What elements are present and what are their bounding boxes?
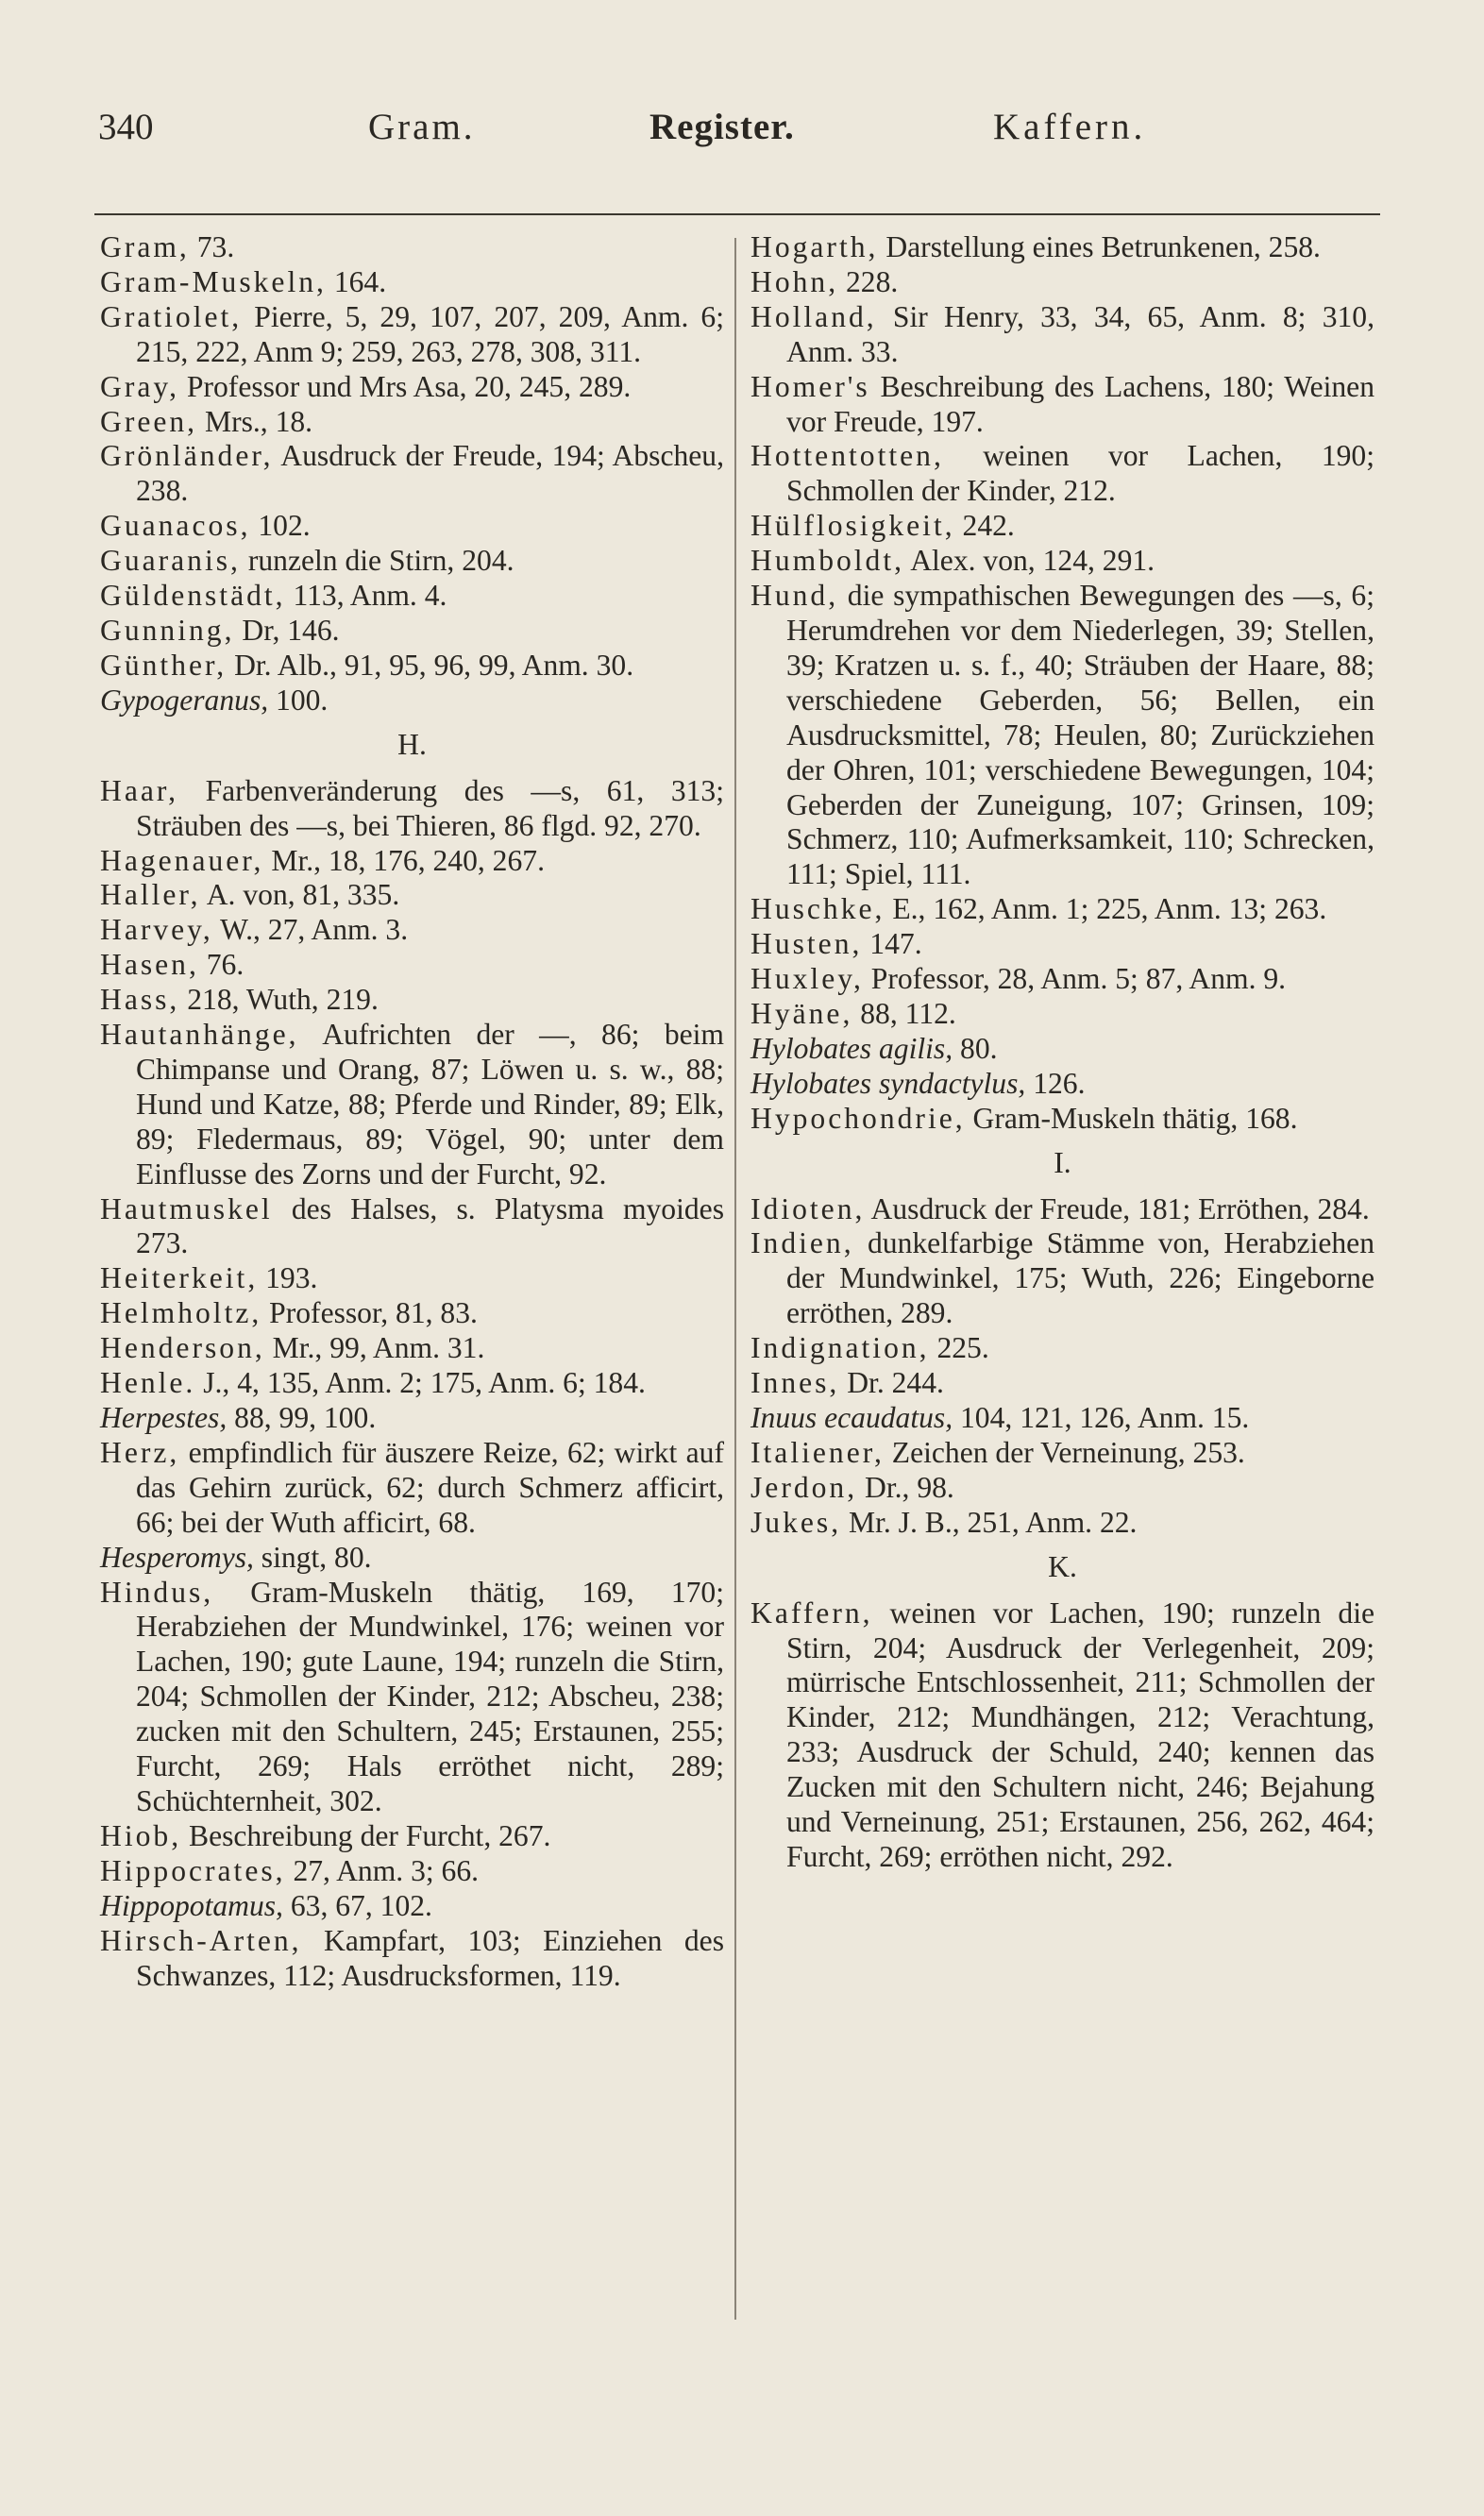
index-entry: [750, 1331, 1374, 1366]
index-column-left: [100, 230, 724, 1993]
header-left-word: Gram.: [368, 107, 476, 147]
entry-references: Gram-Muskeln thätig, 169, 170; Herabziehen der Mundwinkel, 176; weinen vor Lachen, 190; gute Laune, 194; runzeln die Stirn, 204; Schmollen der Kinder, 212; Abscheu, 238; zucken mit den Schultern, 245; Erstaunen, 255; Furcht, 269; Hals erröthet nicht, 289; Schüchternheit, 302.: [136, 1575, 724, 1817]
index-entry: [100, 1541, 724, 1576]
entry-references: E., 162, Anm. 1; 225, Anm. 13; 263.: [885, 892, 1327, 926]
entry-references: 73.: [189, 230, 235, 263]
running-header: [0, 106, 1484, 162]
entry-references: A. von, 81, 335.: [200, 878, 400, 912]
header-rule: [94, 213, 1380, 215]
index-entry: [100, 1018, 724, 1192]
index-entry: [750, 544, 1374, 579]
index-entry: [750, 230, 1374, 265]
entry-references: des Halses, s. Platysma myoides 273.: [136, 1191, 724, 1260]
entry-term-italic: Herpestes,: [100, 1401, 228, 1434]
entry-references: 27, Anm. 3; 66.: [285, 1853, 480, 1887]
index-entry: [100, 1576, 724, 1819]
index-entry: [100, 509, 724, 544]
entry-term-italic: Hylobates syndactylus,: [750, 1066, 1026, 1100]
entry-references: dunkelfarbige Stämme von, Herabziehen der Mundwinkel, 175; Wuth, 226; Eingeborne erröthen, 289.: [786, 1226, 1374, 1330]
index-entry: [750, 1366, 1374, 1401]
entry-term: Herz,: [100, 1435, 180, 1469]
entry-references: 102.: [250, 509, 311, 543]
entry-term: Henderson,: [100, 1331, 265, 1365]
entry-term: Güldenstädt,: [100, 579, 286, 613]
entry-references: singt, 80.: [253, 1540, 372, 1574]
entry-term: Guanacos,: [100, 509, 251, 543]
index-entry: [750, 997, 1374, 1032]
entry-term: Humboldt,: [750, 544, 905, 578]
entry-references: 225.: [929, 1331, 989, 1365]
section-letter: I.: [1054, 1145, 1071, 1179]
entry-term: Hippocrates,: [100, 1853, 286, 1887]
entry-references: Professor und Mrs Asa, 20, 245, 289.: [179, 369, 632, 403]
index-entry: [100, 684, 724, 718]
entry-references: empfindlich für äuszere Reize, 62; wirkt auf das Gehirn zurück, 62; durch Schmerz afficirt, 66; bei der Wuth afficirt, 68.: [136, 1435, 724, 1539]
entry-term: Homer's: [750, 369, 870, 403]
entry-references: 242.: [954, 509, 1015, 543]
entry-references: Professor, 81, 83.: [261, 1296, 478, 1330]
entry-references: Mr. J. B., 251, Anm. 22.: [841, 1505, 1138, 1539]
entry-term: Green,: [100, 404, 198, 438]
entry-references: Sir Henry, 33, 34, 65, Anm. 8; 310, Anm. 33.: [786, 299, 1374, 368]
entry-references: Pierre, 5, 29, 107, 207, 209, Anm. 6; 215, 222, Anm 9; 259, 263, 278, 308, 311.: [136, 299, 724, 368]
entry-term: Jukes,: [750, 1505, 842, 1539]
entry-references: Dr, 146.: [234, 613, 340, 647]
entry-term: Haller,: [100, 878, 201, 912]
entry-references: die sympathischen Bewegungen des —s, 6; Herumdrehen vor dem Niederlegen, 39; Stellen, 39; Kratzen u. s. f., 40; Sträuben der Haare, 88; verschiedene Geberden, 56; Bellen, ein Ausdrucksmittel, 78; Heulen, 80; Zurückziehen der Ohren, 101; verschiedene Bewegungen, 104; Geberden der Zuneigung, 107; Grinsen, 109; Schmerz, 110; Aufmerksamkeit, 110; Schrecken, 111; Spiel, 111.: [786, 579, 1374, 891]
index-entry: [100, 614, 724, 649]
entry-term: Hindus,: [100, 1575, 214, 1609]
entry-references: 76.: [198, 948, 245, 982]
page-number: 340: [98, 107, 154, 147]
index-entry: [100, 878, 724, 913]
entry-references: 100.: [268, 683, 329, 717]
entry-references: 113, Anm. 4.: [285, 579, 447, 613]
entry-references: Farbenveränderung des —s, 61, 313; Sträuben des —s, bei Thieren, 86 flgd. 92, 270.: [136, 773, 724, 842]
index-entry: [750, 1436, 1374, 1471]
entry-term: Huxley,: [750, 962, 864, 996]
index-entry: [100, 1296, 724, 1331]
entry-term: Hypochondrie,: [750, 1101, 966, 1135]
index-entry: [100, 649, 724, 684]
entry-term: Gratiolet,: [100, 299, 243, 333]
index-entry: [100, 1436, 724, 1541]
entry-references: Beschreibung der Furcht, 267.: [181, 1818, 551, 1852]
entry-term-italic: Hesperomys,: [100, 1540, 254, 1574]
entry-references: W., 27, Anm. 3.: [212, 913, 409, 947]
index-entry: [100, 1261, 724, 1296]
index-entry: [100, 1192, 724, 1262]
entry-term: Huschke,: [750, 892, 885, 926]
entry-term: Gray,: [100, 369, 180, 403]
index-entry: [750, 1192, 1374, 1227]
index-entry: [750, 1067, 1374, 1102]
entry-references: Mr., 99, Anm. 31.: [264, 1331, 485, 1365]
entry-term: Henle.: [100, 1366, 196, 1400]
entry-term: Kaffern,: [750, 1596, 873, 1629]
section-letter: K.: [1048, 1549, 1077, 1583]
entry-references: Alex. von, 124, 291.: [904, 544, 1155, 578]
index-entry: [100, 948, 724, 983]
entry-references: Dr. 244.: [839, 1366, 944, 1400]
entry-references: Darstellung eines Betrunkenen, 258.: [878, 230, 1321, 263]
entry-references: J., 4, 135, Anm. 2; 175, Anm. 6; 184.: [195, 1366, 646, 1400]
header-title: Register.: [649, 107, 795, 147]
entry-references: Dr. Alb., 91, 95, 96, 99, Anm. 30.: [227, 648, 634, 682]
index-entry: [100, 983, 724, 1018]
entry-references: runzeln die Stirn, 204.: [240, 544, 514, 578]
entry-term: Hund,: [750, 579, 839, 613]
entry-references: Zeichen der Verneinung, 253.: [884, 1435, 1245, 1469]
index-column-right: [750, 230, 1374, 1875]
entry-references: Aufrichten der —, 86; beim Chimpanse und Orang, 87; Löwen u. s. w., 88; Hund und Katze, 88; Pferde und Rinder, 89; Elk, 89; Fledermaus, 89; Vögel, 90; unter dem Einflusse des Zorns und der Furcht, 92.: [136, 1018, 724, 1190]
entry-term: Indignation,: [750, 1331, 930, 1365]
entry-references: 80.: [953, 1031, 998, 1065]
index-entry: [750, 1226, 1374, 1331]
entry-term: Hautanhänge,: [100, 1018, 299, 1052]
index-entry: [100, 300, 724, 370]
entry-term: Holland,: [750, 299, 877, 333]
entry-references: weinen vor Lachen, 190; Schmollen der Kinder, 212.: [786, 439, 1374, 508]
index-entry: [100, 439, 724, 509]
index-entry: [750, 579, 1374, 892]
entry-term: Grönländer,: [100, 439, 274, 473]
entry-term-italic: Hylobates agilis,: [750, 1031, 953, 1065]
index-entry: [100, 1854, 724, 1889]
entry-term: Helmholtz,: [100, 1296, 262, 1330]
entry-term: Hass,: [100, 983, 180, 1017]
entry-term: Günther,: [100, 648, 228, 682]
index-entry: [100, 774, 724, 844]
index-entry: [750, 1596, 1374, 1875]
index-entry: [750, 439, 1374, 509]
index-entry: [100, 544, 724, 579]
header-right-word: Kaffern.: [993, 107, 1147, 147]
entry-references: Ausdruck der Freude, 181; Erröthen, 284.: [865, 1191, 1370, 1225]
index-entry: [100, 579, 724, 614]
index-entry: [750, 1102, 1374, 1137]
index-entry: [750, 300, 1374, 370]
entry-references: 228.: [838, 264, 899, 298]
index-entry: [100, 913, 724, 948]
entry-references: Mr., 18, 176, 240, 267.: [263, 843, 545, 877]
index-entry: [100, 1819, 724, 1854]
index-entry: [100, 1401, 724, 1436]
entry-term: Idioten,: [750, 1191, 866, 1225]
index-entry: [750, 892, 1374, 927]
entry-term: Hagenauer,: [100, 843, 264, 877]
entry-references: Gram-Muskeln thätig, 168.: [965, 1101, 1298, 1135]
entry-term-italic: Inuus ecaudatus,: [750, 1401, 953, 1434]
index-entry: [750, 509, 1374, 544]
entry-references: Ausdruck der Freude, 194; Abscheu, 238.: [136, 439, 724, 508]
index-entry: [100, 265, 724, 300]
entry-references: weinen vor Lachen, 190; runzeln die Stirn, 204; Ausdruck der Verlegenheit, 209; mürrische Entschlossenheit, 211; Schmollen der Kinder, 212; Mundhängen, 212; Verachtung, 233; Ausdruck der Schuld, 240; kennen das Zucken mit den Schultern nicht, 246; Bejahung und Verneinung, 251; Erstaunen, 256, 262, 464; Furcht, 269; erröthen nicht, 292.: [786, 1596, 1374, 1873]
entry-term: Husten,: [750, 927, 863, 961]
entry-term: Hyäne,: [750, 996, 853, 1030]
entry-term: Innes,: [750, 1366, 840, 1400]
entry-term: Hülflosigkeit,: [750, 509, 955, 543]
entry-term: Hautmuskel: [100, 1191, 273, 1225]
index-entry: [750, 962, 1374, 997]
entry-term: Harvey,: [100, 913, 213, 947]
entry-references: 164.: [326, 264, 387, 298]
entry-term: Italiener,: [750, 1435, 885, 1469]
entry-term: Gunning,: [100, 613, 235, 647]
index-entry: [750, 1471, 1374, 1506]
entry-term: Heiterkeit,: [100, 1261, 259, 1295]
index-entry: [750, 265, 1374, 300]
index-entry: [750, 370, 1374, 440]
index-entry: [100, 1889, 724, 1924]
entry-term: Hasen,: [100, 948, 199, 982]
entry-term: Guaranis,: [100, 544, 241, 578]
section-letter: H.: [397, 727, 427, 761]
entry-references: 218, Wuth, 219.: [179, 983, 379, 1017]
index-entry: [100, 1924, 724, 1994]
entry-term: Haar,: [100, 773, 179, 807]
index-entry: [750, 927, 1374, 962]
index-entry: [100, 405, 724, 440]
index-entry: [750, 1401, 1374, 1436]
entry-term: Indien,: [750, 1226, 854, 1260]
column-divider: [734, 238, 736, 2320]
entry-term-italic: Gypogeranus,: [100, 683, 269, 717]
entry-term-italic: Hippopotamus,: [100, 1888, 283, 1922]
entry-term: Hirsch-Arten,: [100, 1923, 302, 1957]
index-entry: [750, 1032, 1374, 1067]
entry-term: Hiob,: [100, 1818, 182, 1852]
entry-references: Kampfart, 103; Einziehen des Schwanzes, 112; Ausdrucksformen, 119.: [136, 1923, 724, 1992]
entry-references: Beschreibung des Lachens, 180; Weinen vor Freude, 197.: [786, 369, 1374, 438]
index-entry: [100, 844, 724, 879]
entry-references: Dr., 98.: [857, 1470, 954, 1504]
entry-references: 193.: [258, 1261, 318, 1295]
entry-term: Gram,: [100, 230, 190, 263]
entry-term: Hogarth,: [750, 230, 879, 263]
entry-references: Mrs., 18.: [197, 404, 313, 438]
index-entry: [100, 370, 724, 405]
index-entry: [100, 1331, 724, 1366]
entry-references: 88, 99, 100.: [227, 1401, 377, 1434]
entry-term: Jerdon,: [750, 1470, 858, 1504]
index-entry: [100, 1366, 724, 1401]
index-entry: [750, 1506, 1374, 1541]
index-entry: [100, 230, 724, 265]
entry-term: Hohn,: [750, 264, 839, 298]
entry-term: Hottentotten,: [750, 439, 944, 473]
entry-references: Professor, 28, Anm. 5; 87, Anm. 9.: [863, 962, 1287, 996]
entry-references: 63, 67, 102.: [282, 1888, 432, 1922]
entry-references: 147.: [862, 927, 922, 961]
entry-references: 126.: [1025, 1066, 1086, 1100]
entry-references: 104, 121, 126, Anm. 15.: [953, 1401, 1250, 1434]
entry-term: Gram-Muskeln,: [100, 264, 327, 298]
entry-references: 88, 112.: [852, 996, 956, 1030]
